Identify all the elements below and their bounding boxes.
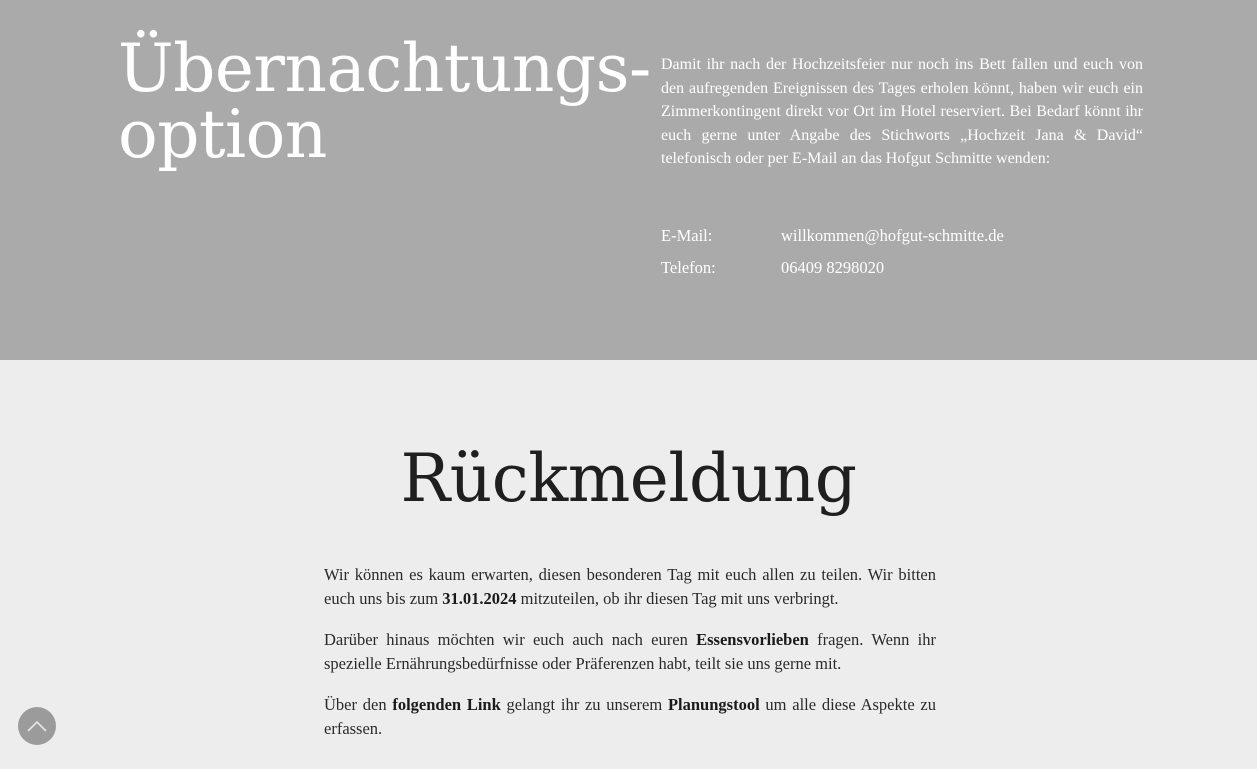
- rsvp-text: [324, 563, 936, 758]
- overnight-section: [0, 0, 1257, 360]
- contact-phone-row: [661, 257, 1143, 289]
- overnight-title-line1: Übernachtungs-: [118, 30, 651, 107]
- rsvp-p1-text-b: mitzuteilen, ob ihr diesen Tag mit uns verbringt.: [516, 589, 839, 608]
- rsvp-food-preferences: Essensvorlieben: [696, 630, 809, 649]
- rsvp-paragraph-3: [324, 693, 936, 741]
- rsvp-p2-text-b: fragen. Wenn ihr spezielle Ernährungsbedürfnisse oder Präferenzen habt, teilt sie uns gerne mit.: [324, 630, 936, 673]
- rsvp-p3-text-a: Über den: [324, 695, 393, 714]
- overnight-description: Damit ihr nach der Hochzeitsfeier nur noch ins Bett fallen und euch von den aufregenden Ereignissen des Tages erholen könnt, haben wir euch ein Zimmerkontingent direkt vor Ort im Hotel reserviert. Bei Bedarf könnt ihr euch gerne unter Angabe des Stichworts „Hochzeit Jana & David“ telefonisch oder per E-Mail an das Hofgut Schmitte wenden:: [661, 56, 1143, 167]
- rsvp-planning-link[interactable]: folgenden Link: [392, 695, 501, 714]
- rsvp-p2-text-a: Darüber hinaus möchten wir euch auch nach euren: [324, 630, 697, 649]
- email-link[interactable]: willkommen@hofgut-schmitte.de: [781, 226, 1004, 245]
- rsvp-planning-tool: Planungstool: [667, 695, 760, 714]
- overnight-title-line2: option: [118, 96, 327, 173]
- contact-email-row: [661, 225, 1143, 257]
- chevron-up-icon: [27, 720, 47, 732]
- rsvp-paragraph-1: [324, 563, 936, 611]
- rsvp-p3-text-b: gelangt ihr zu unserem: [500, 695, 668, 714]
- rsvp-deadline-date: 31.01.2024: [442, 589, 517, 608]
- email-label: E-Mail:: [661, 226, 713, 245]
- phone-label: Telefon:: [661, 258, 716, 277]
- rsvp-p1-text-a: Wir können es kaum erwarten, diesen besonderen Tag mit euch allen zu teilen. Wir bitten euch uns bis zum: [324, 565, 936, 608]
- overnight-title: [118, 30, 651, 173]
- rsvp-p3-text-c: um alle diese Aspekte zu erfassen.: [324, 695, 936, 738]
- rsvp-title: Rückmeldung: [400, 440, 857, 517]
- phone-link[interactable]: 06409 8298020: [781, 258, 885, 277]
- contact-info: [661, 225, 1143, 289]
- rsvp-paragraph-2: [324, 628, 936, 676]
- scroll-to-top-button[interactable]: [18, 707, 56, 745]
